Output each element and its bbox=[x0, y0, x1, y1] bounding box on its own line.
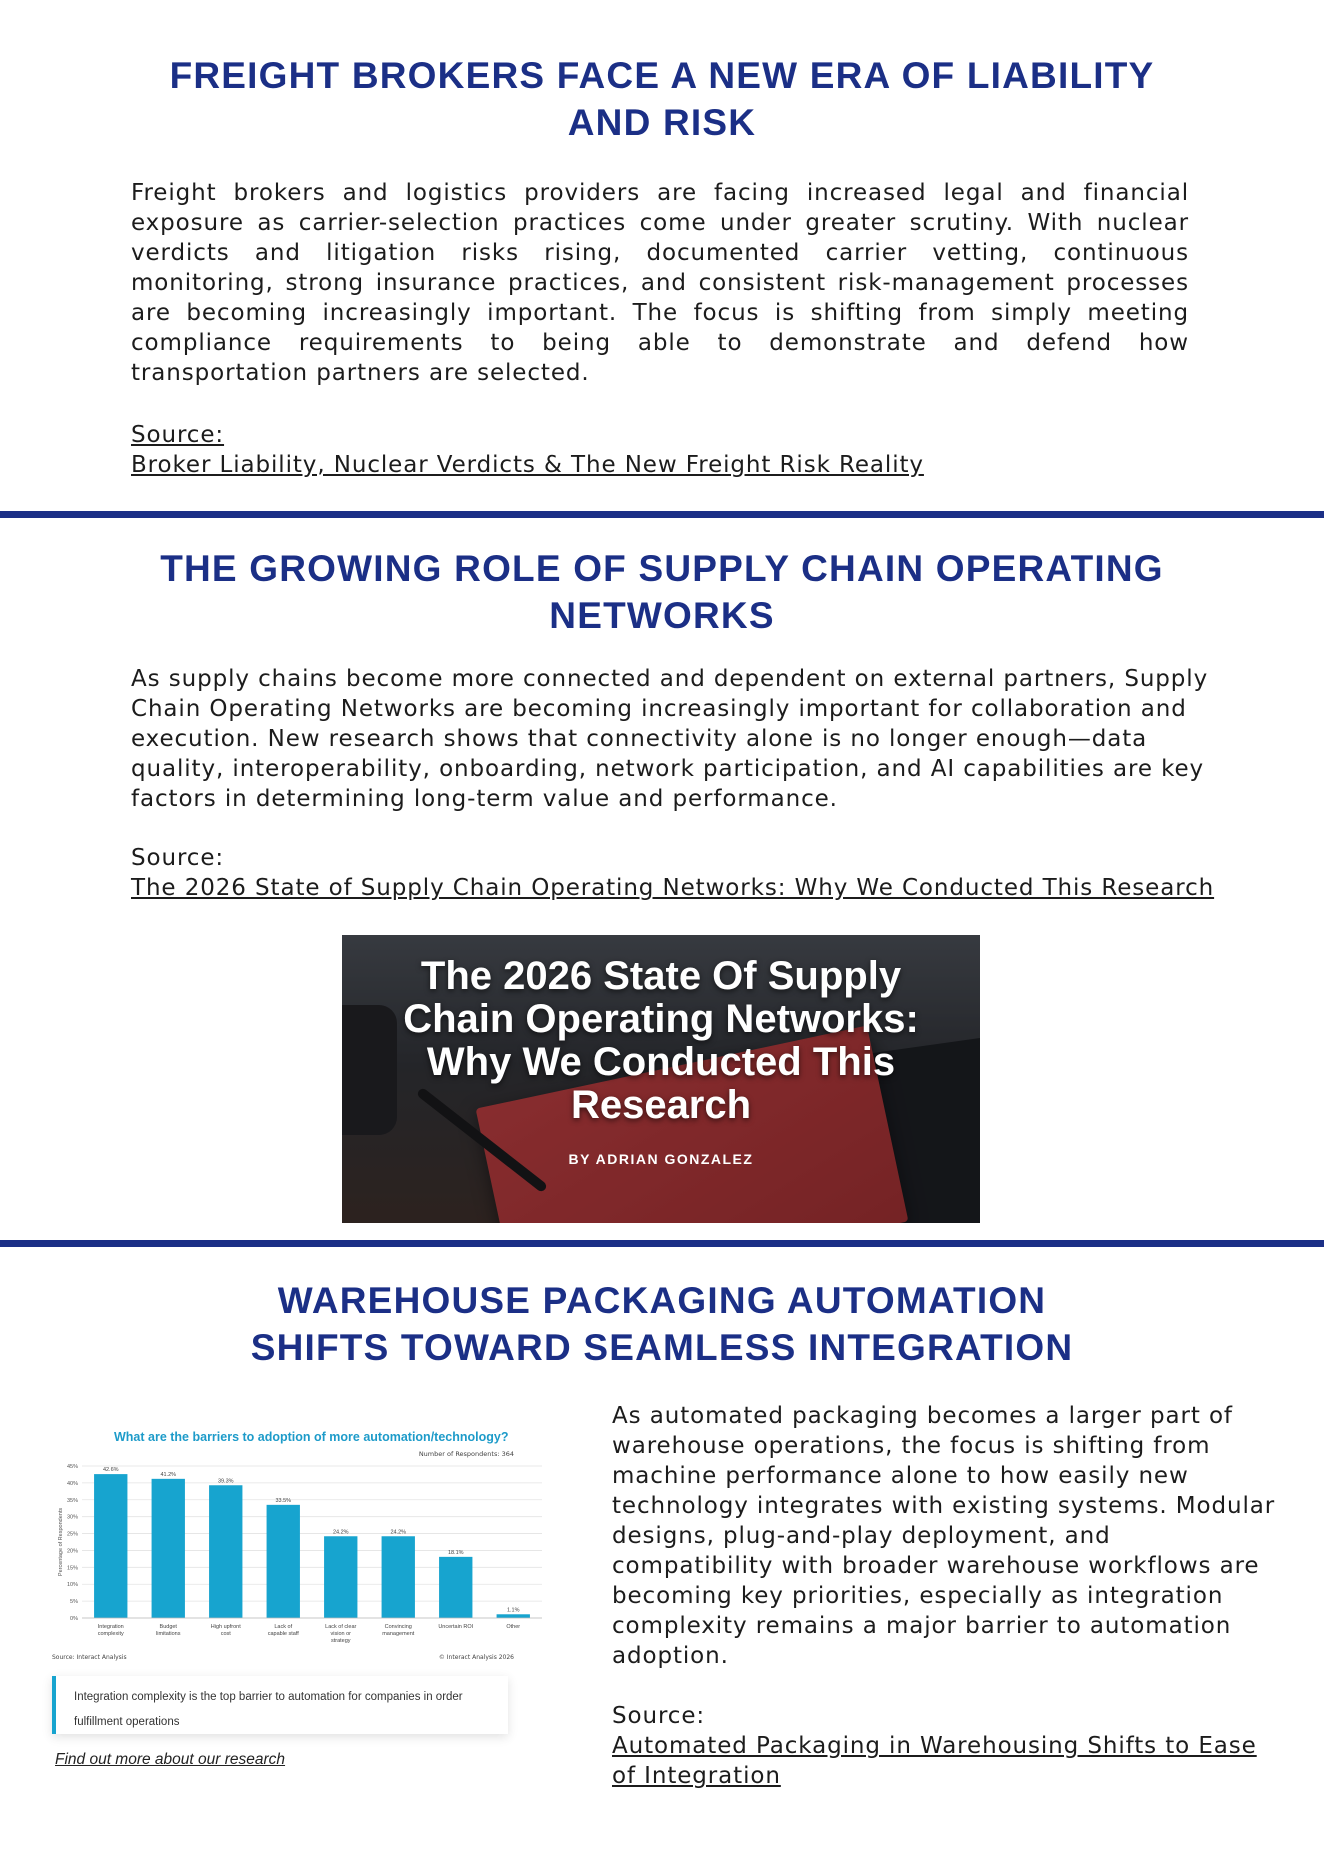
section1-source-link[interactable]: Broker Liability, Nuclear Verdicts & The New Freight Risk Reality bbox=[131, 452, 924, 478]
bar bbox=[94, 1474, 127, 1618]
bar-value-label: 18.1% bbox=[447, 1549, 464, 1556]
x-tick-label: High upfront cost bbox=[210, 1624, 241, 1637]
y-tick-label: 45% bbox=[66, 1464, 78, 1470]
cover-title-line2: Chain Operating Networks: bbox=[403, 997, 919, 1041]
section1-body: Freight brokers and logistics providers are facing increased legal and financial exposure as carrier-selection practices come under greater scrutiny. With nuclear verdicts and litigation risks rising, documented carrier vetting, continuous monitoring, strong insurance practices, and consistent risk-management processes are becoming increasingly important. The focus is shifting from simply meeting compliance requirements to being able to demonstrate and defend how transportation partners are selected. bbox=[131, 180, 1189, 386]
x-tick-label: Integration complexity bbox=[97, 1624, 124, 1637]
y-tick-label: 35% bbox=[66, 1497, 78, 1504]
y-tick-label: 25% bbox=[66, 1531, 78, 1538]
chart-respondents: Number of Respondents: 364 bbox=[418, 1450, 514, 1458]
x-tick-label: Lack of capable staff bbox=[267, 1624, 299, 1637]
bar-value-label: 42.6% bbox=[102, 1467, 119, 1474]
x-tick-label: Other bbox=[506, 1624, 521, 1630]
report-cover-image bbox=[342, 935, 980, 1223]
cover-title-line4: Research bbox=[570, 1083, 752, 1127]
x-tick-label: Budget limitations bbox=[156, 1624, 181, 1637]
bar-chart bbox=[52, 1458, 554, 1654]
y-tick-label: 5% bbox=[70, 1599, 78, 1606]
section3-title-line1: WAREHOUSE PACKAGING AUTOMATION bbox=[277, 1280, 1047, 1321]
bar bbox=[324, 1536, 357, 1618]
bar bbox=[382, 1536, 415, 1618]
bar bbox=[497, 1614, 530, 1618]
bar bbox=[267, 1505, 300, 1618]
chart-copyright: © Interact Analysis 2026 bbox=[438, 1654, 514, 1661]
bar bbox=[209, 1485, 242, 1618]
y-tick-label: 10% bbox=[66, 1582, 78, 1589]
section1-title-line1: FREIGHT BROKERS FACE A NEW ERA OF LIABILITY bbox=[169, 55, 1155, 96]
callout-text: Integration complexity is the top barrier to automation for companies in order fulfillment operations bbox=[74, 1691, 463, 1728]
chart-callout bbox=[52, 1676, 508, 1734]
chart-source-note: Source: Interact Analysis bbox=[52, 1654, 127, 1661]
bar bbox=[152, 1479, 185, 1618]
section3-body: As automated packaging becomes a larger part of warehouse operations, the focus is shifting from machine performance alone to how easily new technology integrates with existing systems. Modular designs, plug-and-play deployment, and compatibility with broader warehouse workflows are becoming key priorities, especially as integration complexity remains a major barrier to automation adoption. bbox=[612, 1403, 1276, 1669]
section3-source-label: Source: bbox=[612, 1703, 706, 1729]
section2-title-line1: THE GROWING ROLE OF SUPPLY CHAIN OPERATING bbox=[160, 548, 1164, 589]
x-tick-label: Convincing management bbox=[382, 1624, 415, 1637]
cover-title-line1: The 2026 State Of Supply bbox=[420, 954, 902, 998]
section1-title-line2: AND RISK bbox=[567, 102, 757, 143]
x-tick-label: Uncertain ROI bbox=[438, 1624, 474, 1630]
bar bbox=[439, 1557, 472, 1618]
cover-title-line3: Why We Conducted This bbox=[426, 1040, 896, 1084]
section3-title-line2: SHIFTS TOWARD SEAMLESS INTEGRATION bbox=[250, 1327, 1074, 1368]
section1-source-label: Source: bbox=[131, 422, 225, 448]
section3-title bbox=[0, 1277, 1324, 1371]
section-divider bbox=[0, 511, 1324, 518]
section2-title bbox=[0, 545, 1324, 639]
bar-value-label: 41.2% bbox=[160, 1471, 177, 1478]
cover-image-title bbox=[342, 955, 980, 1127]
bar-value-label: 33.5% bbox=[275, 1497, 292, 1504]
y-tick-label: 40% bbox=[66, 1480, 78, 1487]
bar-value-label: 24.2% bbox=[390, 1529, 407, 1536]
barriers-chart-image bbox=[52, 1430, 554, 1700]
y-axis-label: Percentage of Respondents bbox=[58, 1507, 64, 1577]
y-tick-label: 20% bbox=[66, 1548, 78, 1555]
section2-title-line2: NETWORKS bbox=[549, 595, 775, 636]
cover-image-author: BY ADRIAN GONZALEZ bbox=[568, 1151, 754, 1167]
find-out-more-link[interactable]: Find out more about our research bbox=[55, 1751, 286, 1768]
section2-source-label: Source: bbox=[131, 845, 225, 871]
chart-title: What are the barriers to adoption of more automation/technology? bbox=[114, 1430, 509, 1444]
y-tick-label: 0% bbox=[70, 1616, 78, 1622]
section3-source-link[interactable]: Automated Packaging in Warehousing Shifts to Ease of Integration bbox=[612, 1733, 1257, 1789]
y-tick-label: 30% bbox=[66, 1514, 78, 1521]
bar-value-label: 1.1% bbox=[506, 1607, 520, 1614]
section-divider bbox=[0, 1240, 1324, 1247]
y-tick-label: 15% bbox=[66, 1565, 78, 1572]
bar-value-label: 24.2% bbox=[332, 1529, 349, 1536]
section2-source-link[interactable]: The 2026 State of Supply Chain Operating Networks: Why We Conducted This Research bbox=[131, 875, 1215, 901]
section2-body: As supply chains become more connected and dependent on external partners, Supply Chain Operating Networks are becoming increasingly important for collaboration and execution. New research shows that connectivity alone is no longer enough—data quality, interoperability, onboarding, network participation, and AI capabilities are key factors in determining long-term value and performance. bbox=[131, 666, 1209, 812]
section1-title bbox=[0, 52, 1324, 146]
bar-value-label: 39.3% bbox=[217, 1478, 234, 1485]
x-tick-label: Lack of clear vision or strategy bbox=[325, 1624, 357, 1644]
